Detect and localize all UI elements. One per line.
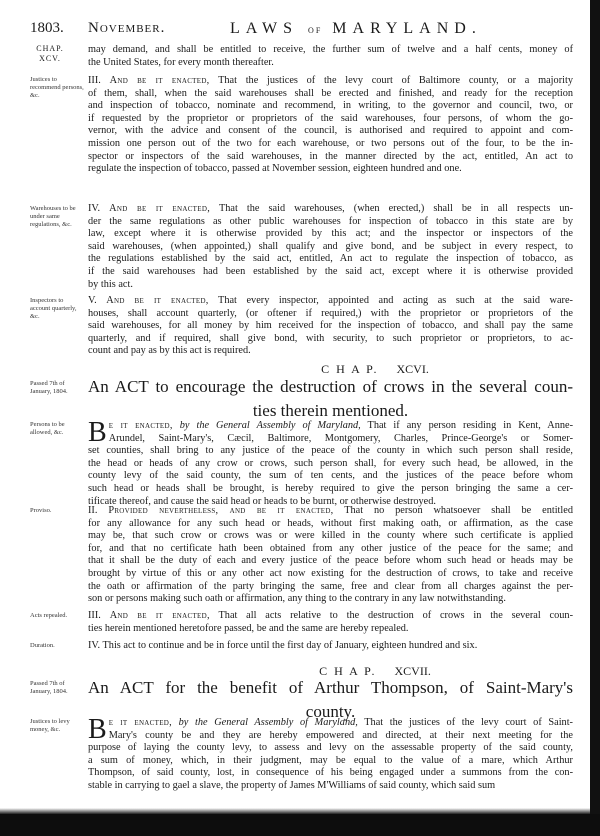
text-line: son or persons making such oath or affirmation, any thing to the contrary in any law notwithstanding. <box>88 593 506 605</box>
text-line: if requested by the proprietor or proprietors of the said warehouses, four persons, of whom the go- <box>88 112 573 124</box>
text-line: quarterly, and if required, shall give bond, with security, to such proprietor or proprietors, to ac- <box>88 332 573 344</box>
text-line <box>88 610 573 623</box>
text-line: houses, shall account quarterly, (or oftener if required,) with the proprietor or proprietors of the <box>88 307 573 319</box>
margin-note: Warehouses to be under same regulations, &c. <box>30 205 76 228</box>
text-line: ties herein mentioned heretofore passed, be and the same are hereby repealed. <box>88 622 409 634</box>
act-title-line: An ACT for the benefit of Arthur Thompson, of Saint-Mary's <box>88 678 573 697</box>
line-text: That the justices of the levy court of Saint- <box>357 717 573 728</box>
paragraph <box>88 75 573 176</box>
text-line: such head or heads shall be brought, is hereby required to give the person bringing the same a cer- <box>88 482 573 494</box>
enacting-clause: e it enacted, <box>108 420 173 431</box>
margin-note: Persons to be allowed, &c. <box>30 421 65 436</box>
text-line <box>88 44 573 57</box>
text-line: the head or heads of any crow or crows, such person shall, for every such head, be allowed, in the <box>88 457 573 469</box>
margin-chapter-label <box>30 44 70 64</box>
text-line: said warehouses, for all money by him received for the inspection of tobacco, and shall pay the same <box>88 320 573 332</box>
text-line: for, and that no certificate hath been obtained from any other justice of the peace for the same; and <box>88 542 573 554</box>
line-text: may demand, and shall be entitled to receive, the further sum of twelve and a half cents, money of <box>88 44 573 55</box>
text-line <box>88 420 573 433</box>
chap-number: XCVI. <box>396 362 429 376</box>
text-line <box>88 203 573 216</box>
text-line: regulate the inspection of tobacco, passed at November session, eighteen hundred and one. <box>88 163 462 175</box>
enacting-clause: And be it enacted, <box>109 75 210 86</box>
text-line: said warehouses, (when appointed,) shall qualify and give bond, and be subject in every respect, to <box>88 240 573 252</box>
text-line <box>88 640 573 653</box>
line-text: That every inspector, appointed and acting as such at the said ware- <box>208 295 573 306</box>
chap-number: XCVII. <box>394 664 431 678</box>
text-line: law, except where it is otherwise provided by this act; and the inspector or inspectors of the <box>88 228 573 240</box>
assembly-clause: by the General Assembly of Maryland, <box>172 717 358 728</box>
drop-cap: B <box>88 417 107 448</box>
margin-note: Passed 7th of January, 1804. <box>30 680 68 695</box>
text-line: vernor, with the advice and consent of the council, is authorised and required to appoint and com- <box>88 125 573 137</box>
text-line: a sum of money, which, in their judgment, may be equal to the value of a mare, which Arthur <box>88 754 573 766</box>
margin-note: Justices to recommend persons, &c. <box>30 76 84 99</box>
text-line: tificate thereof, and cause the said head or heads to be burnt, or otherwise destroyed. <box>88 495 436 507</box>
section-number: II. <box>88 505 109 516</box>
header-title-of: of <box>308 24 323 36</box>
margin-note: Justices to levy money, &c. <box>30 718 70 733</box>
text-line: set counties, shall bring to any justice of the peace of the county in which such person shall reside, <box>88 445 573 457</box>
margin-chap-label: CHAP. <box>36 44 64 53</box>
text-line: by this act. <box>88 278 133 290</box>
enacting-clause: And be it enacted, <box>106 295 209 306</box>
paragraph <box>88 417 574 508</box>
header-title <box>230 20 482 38</box>
text-line: der the same regulations as other public warehouses for inspection of tobacco in this state are by <box>88 215 573 227</box>
text-line: Mary's county be and they are hereby empowered and directed, at their next meeting for the <box>108 729 573 741</box>
text-line <box>88 295 573 308</box>
section-number: III. <box>88 610 110 621</box>
text-line: brought by virtue of this or any other act now existing for the destruction of crows, to take and receive <box>88 567 573 579</box>
header-title-maryland: MARYLAND. <box>332 20 482 37</box>
text-line: and inspection of tobacco, nominate and recommend, in writing, to the governor and council, two, or <box>88 100 573 112</box>
paragraph <box>88 44 573 69</box>
paragraph <box>88 505 573 606</box>
paragraph <box>88 714 573 793</box>
enacting-clause: Provided nevertheless, and be it enacted, <box>108 505 334 516</box>
text-line: if the said warehouses had been established by the said act, except where it is otherwise provided <box>88 265 573 277</box>
act-title-line: ties therein mentioned. <box>252 401 409 420</box>
text-line <box>88 75 573 88</box>
text-line: of them, shall, when the said warehouses shall be erected and finished, and ready for the reception <box>88 87 573 99</box>
act-title-96 <box>88 375 573 423</box>
line-text: That if any person residing in Kent, Anne- <box>360 420 574 431</box>
text-line <box>88 717 573 730</box>
line-text: That no person whatsoever shall be entitled <box>333 505 574 516</box>
scan-edge-right <box>590 0 600 836</box>
text-line: that it shall be the duty of each and every justice of the peace before whom such head or heads may be <box>88 555 573 567</box>
text-line: Thompson, of said county, lost, in consequence of his being engaged under a summons from the con- <box>88 767 573 779</box>
text-line: spector or inspectors of the said warehouses, in the manner directed by the act, entitled, An act to <box>88 150 573 162</box>
text-line: stable in carrying to gael a slave, the property of James M'Williams of said county, which said sum <box>88 779 496 791</box>
section-number: IV. <box>88 640 103 651</box>
chap-label: C H A P. <box>319 664 377 678</box>
chap-label: C H A P. <box>321 362 379 376</box>
enacting-clause: e it enacted, <box>108 717 172 728</box>
header-month: November. <box>88 20 166 36</box>
text-line <box>88 505 573 518</box>
text-line: may be, that such crow or crows was or were killed in the county where such certificate is applied <box>88 530 573 542</box>
text-line: the regulations established by the said act, entitled, An act to regulate the inspection of tobacco, as <box>88 253 573 265</box>
line-text: That the said warehouses, (when erected,) shall be in all respects un- <box>210 203 573 214</box>
act-title-line: An ACT to encourage the destruction of crows in the several coun- <box>88 377 573 396</box>
paragraph <box>88 295 573 358</box>
line-text: That all acts relative to the destruction of crows in the several coun- <box>209 610 573 621</box>
text-line: purpose of laying the county levy, to assess and levy on the assessable property of the said county, <box>88 742 573 754</box>
margin-note: Passed 7th of January, 1804. <box>30 380 68 395</box>
text-line: county levy of the said county, the sum of ten cents, and the justices of the peace before whom <box>88 470 573 482</box>
margin-chap-number: XCV. <box>39 54 61 63</box>
text-line: count and pay as by this act is required. <box>88 345 251 357</box>
section-number: IV. <box>88 203 110 214</box>
paragraph <box>88 203 573 291</box>
line-text: That the justices of the levy court of Baltimore county, or a majority <box>209 75 573 86</box>
enacting-clause: And be it enacted, <box>109 610 210 621</box>
margin-note: Inspectors to account quarterly, &c. <box>30 297 77 320</box>
paragraph <box>88 610 573 635</box>
margin-note: Proviso. <box>30 507 52 514</box>
assembly-clause: by the General Assembly of Maryland, <box>172 420 361 431</box>
drop-cap: B <box>88 714 107 745</box>
header-title-laws: LAWS <box>230 20 299 37</box>
paragraph <box>88 640 573 653</box>
section-number: III. <box>88 75 110 86</box>
text-line: the United States, for every month thereafter. <box>88 56 274 68</box>
text-line: mission one person out of the two for each warehouse, or two persons out of the four, to be the in- <box>88 137 573 149</box>
margin-note: Duration. <box>30 642 55 649</box>
header-year: 1803. <box>30 20 64 36</box>
text-line: Arundel, Saint-Mary's, Cæcil, Baltimore, Montgomery, Charles, Prince-George's or Somer- <box>108 432 573 444</box>
act-title-line: county. <box>305 702 356 721</box>
text-line: the oath or affirmation of the party bringing the same, free and clear from all charges against the per- <box>88 580 573 592</box>
line-text: This act to continue and be in force until the first day of January, eighteen hundred and six. <box>102 640 478 651</box>
scan-edge-bottom <box>0 814 600 836</box>
margin-note: Acts repealed. <box>30 612 68 619</box>
text-line: for any allowance for any such head or heads, without first making oath, or affirmation, as the case <box>88 517 573 529</box>
enacting-clause: And be it enacted, <box>109 203 211 214</box>
section-number: V. <box>88 295 107 306</box>
